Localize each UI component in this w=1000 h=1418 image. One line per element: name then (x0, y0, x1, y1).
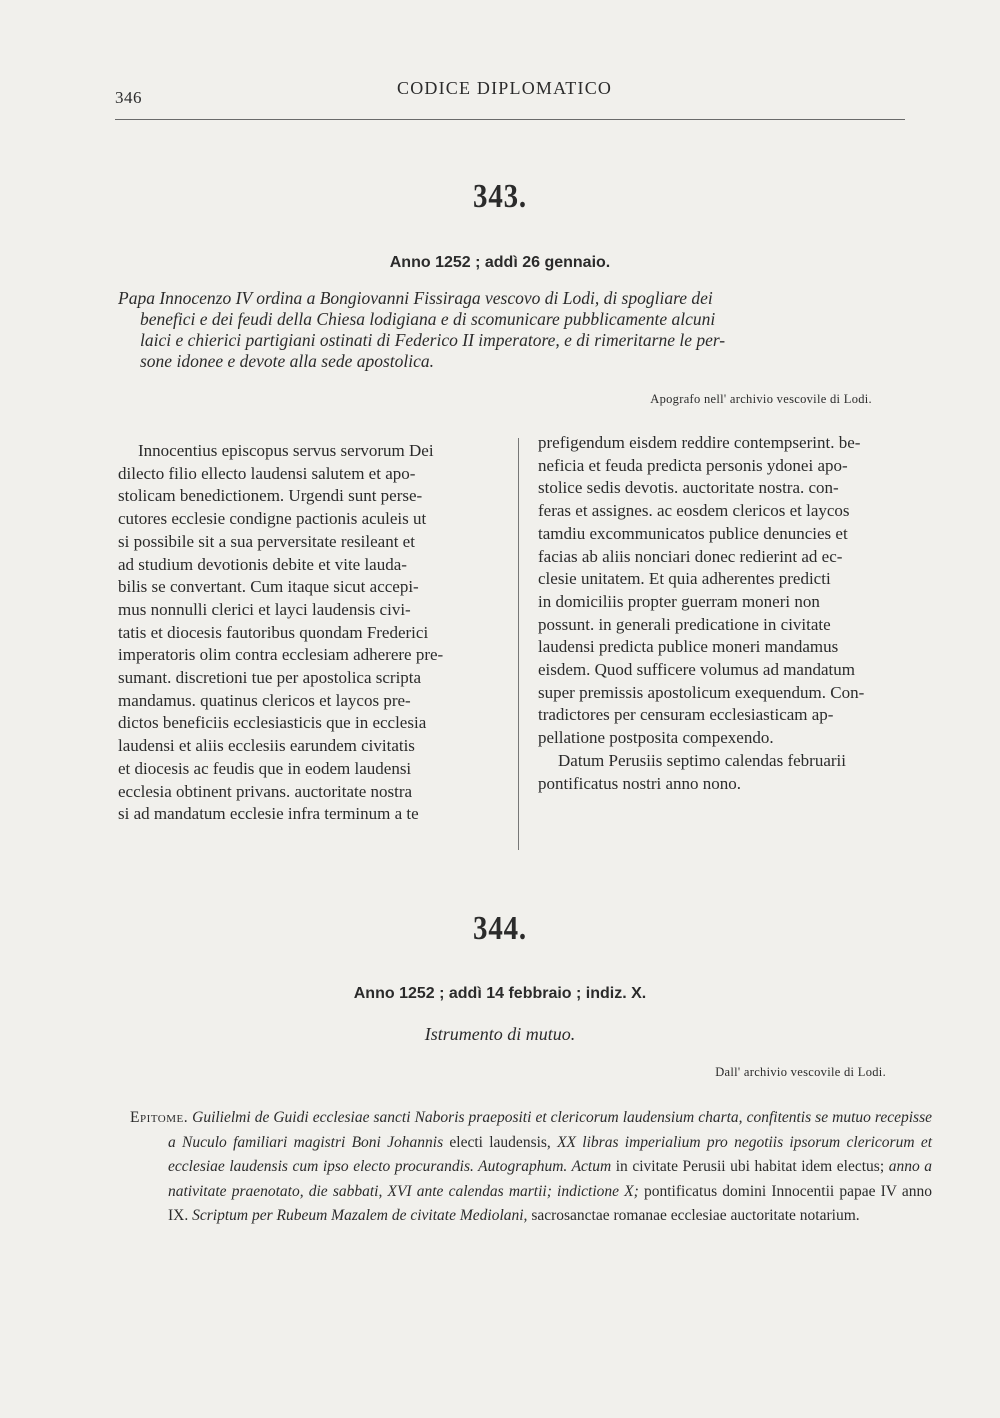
text-line: si ad mandatum ecclesie infra terminum a te (118, 804, 419, 824)
doc-344-epitome (130, 1106, 932, 1229)
page-number: 346 (115, 88, 142, 107)
epitome-text: in civitate Perusii ubi habitat idem electus; (611, 1158, 889, 1175)
text-line: tradictores per censuram ecclesiasticam ap- (538, 705, 834, 725)
datum-line: pontificatus nostri anno nono. (538, 773, 742, 793)
text-line: stolice sedis devotis. auctoritate nostra. con- (538, 478, 839, 498)
text-line: facias ab aliis nonciari donec redierint ad ec- (538, 546, 843, 566)
text-line: sumant. discretioni tue per apostolica scripta (118, 668, 422, 688)
text-line: mandamus. quatinus clericos et laycos pre- (118, 690, 411, 710)
doc-344-number: 344. (473, 910, 527, 947)
doc-344-date: Anno 1252 ; addì 14 febbraio ; indiz. X. (353, 985, 647, 1002)
epitome-text: sacrosanctae romanae ecclesiae auctoritate notarium. (527, 1207, 860, 1224)
text-line: feras et assignes. ac eosdem clericos et laycos (538, 501, 850, 521)
datum-line: Datum Perusiis septimo calendas februarii (558, 750, 846, 770)
text-line: dilecto filio ellecto laudensi salutem et apo- (118, 463, 416, 483)
text-line: cutores ecclesie condigne pactionis aculeis ut (118, 509, 427, 529)
regest-line: Papa Innocenzo IV ordina a Bongiovanni Fissiraga vescovo di Lodi, di spogliare dei (118, 288, 713, 308)
epitome-text: Scriptum per Rubeum Mazalem de civitate Mediolani, (192, 1207, 528, 1224)
text-line: prefigendum eisdem reddire contempserint. be- (538, 433, 861, 452)
text-line: ecclesia obtinent privans. auctoritate nostra (118, 781, 413, 801)
running-head (115, 78, 905, 108)
epitome-text: Guilielmi de Guidi ecclesiae sancti Naboris praepositi et clericorum laudensium charta, confitentis se mutuo recepisse a Nuculo familiari magistri Boni Johannis (168, 1109, 932, 1151)
text-line: et diocesis ac feudis que in eodem laudensi (118, 758, 412, 778)
regest-line: sone idonee e devote alla sede apostolica. (140, 351, 435, 371)
text-line: ad studium devotionis debite et vite lauda- (118, 554, 407, 574)
text-line: tamdiu excommunicatos publice denuncies et (538, 523, 848, 543)
doc-343-number: 343. (473, 178, 527, 215)
epitome-text: electi laudensis, (443, 1133, 558, 1151)
doc-343-regest (118, 288, 922, 372)
text-line: laudensi predicta publice moneri mandamus (538, 637, 839, 657)
epitome-text: XX libras imperialium pro negotiis ipsorum clericorum et ecclesiae laudensis cum ipso electo procurandis. Autographum. Actum (168, 1133, 933, 1175)
header-rule (115, 119, 905, 120)
doc-343-date: Anno 1252 ; addì 26 gennaio. (389, 254, 611, 271)
text-line: possunt. in generali predicatione in civitate (538, 614, 831, 634)
text-line: clesie unitatem. Et quia adherentes predicti (538, 569, 831, 589)
text-line: tatis et diocesis fautoribus quondam Frederici (118, 622, 429, 642)
text-line: bilis se convertant. Cum itaque sicut accepi- (118, 577, 419, 597)
text-line: imperatoris olim contra ecclesiam adherere pre- (118, 645, 444, 665)
epitome-label: Epitome. (130, 1109, 189, 1126)
doc-343-left-column (118, 440, 502, 826)
text-line: eisdem. Quod sufficere volumus ad mandatum (538, 660, 855, 680)
text-line: si possibile sit a sua perversitate resileant et (118, 531, 415, 551)
regest-line: benefici e dei feudi della Chiesa lodigiana e di scomunicare pubblicamente alcuni (140, 309, 716, 329)
column-divider (518, 438, 519, 850)
text-line: Innocentius episcopus servus servorum Dei (138, 441, 434, 460)
doc-343-source: Apografo nell' archivio vescovile di Lodi. (650, 392, 872, 406)
text-line: in domiciliis propter guerram moneri non (538, 591, 820, 611)
epitome-text: anno a nativitate praenotato, die sabbati, XVI ante calendas martii; indictione X; (168, 1158, 932, 1200)
text-line: super premissis apostolicum exequendum. Con- (538, 682, 865, 702)
epitome-text: pontificatus domini Innocentii papae IV anno IX. (168, 1182, 932, 1224)
text-line: dictos beneficiis ecclesiasticis que in ecclesia (118, 713, 427, 733)
text-line: neficia et feuda predicta personis ydonei apo- (538, 455, 848, 475)
text-line: stolicam benedictionem. Urgendi sunt perse- (118, 486, 423, 506)
text-line: laudensi et aliis ecclesiis earundem civitatis (118, 736, 415, 756)
doc-344-subtitle: Istrumento di mutuo. (424, 1024, 576, 1044)
text-line: mus nonnulli clerici et layci laudensis civi- (118, 599, 411, 619)
doc-344-source: Dall' archivio vescovile di Lodi. (715, 1065, 886, 1079)
epitome-paragraph (130, 1106, 932, 1229)
running-title: CODICE DIPLOMATICO (397, 78, 613, 98)
text-line: pellatione postposita compexendo. (538, 728, 774, 748)
regest-line: laici e chierici partigiani ostinati di Federico II imperatore, e di rimeritarne le per- (140, 330, 726, 350)
doc-343-right-column (538, 432, 920, 795)
